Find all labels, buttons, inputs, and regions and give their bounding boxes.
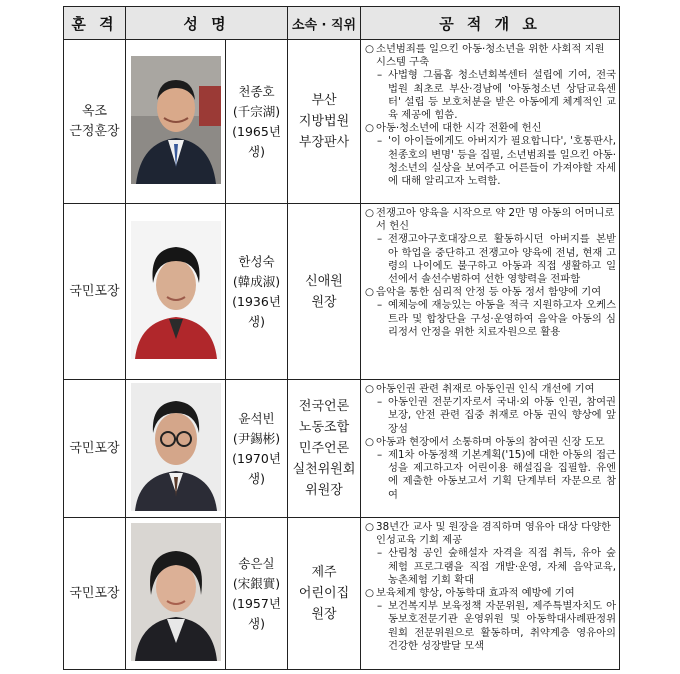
table-row <box>64 380 620 518</box>
person-birth: (1965년생) <box>232 123 281 159</box>
org-line: 신애원 <box>305 273 343 289</box>
achievement-bullet: ○ 보육체계 향상, 아동학대 효과적 예방에 기여 <box>365 587 616 600</box>
org-line: 제주 <box>311 565 337 580</box>
achievement-bullet: ○ 아동·청소년에 대한 시각 전환에 헌신 <box>365 122 616 135</box>
achievement-bullet: ○ 소년범죄를 일으킨 아동·청소년을 위한 사회적 지원 시스템 구축 <box>365 43 616 69</box>
org-line: 부장판사 <box>298 135 350 150</box>
person-name: 천종호 <box>238 83 275 99</box>
award-cell <box>64 40 126 204</box>
header-name: 성 명 <box>126 7 288 40</box>
award-cell <box>64 380 126 518</box>
org-line: 실천위원회 <box>292 462 356 477</box>
photo-cell <box>126 518 226 670</box>
person-name: 한성숙 <box>238 253 275 269</box>
position-cell <box>288 380 361 518</box>
org-line: 전국언론 <box>298 399 350 414</box>
achievement-bullet: ○ 아동과 현장에서 소통하며 아동의 참여권 신장 도모 <box>365 436 616 449</box>
achievement-bullet: ○ 38년간 교사 및 원장을 겸직하며 영유아 대상 다양한 인성교육 기회 제공 <box>365 521 616 547</box>
photo-cell <box>126 204 226 380</box>
achievement-detail: – 산림청 공인 숲해설자 자격을 직접 취득, 유아 숲 체험 프로그램을 직접 개발·운영, 자체 음악교육, 농촌체험 기회 확대 <box>365 547 616 587</box>
header-position: 소속 · 직위 <box>288 7 361 40</box>
awards-table <box>63 6 620 670</box>
name-cell <box>226 518 288 670</box>
org-line: 지방법원 <box>298 114 350 129</box>
achievement-detail: – 보건복지부 보육정책 자문위원, 제주특별자치도 아동보호전문기관 운영위원 및 아동학대사례판정위원회 전문위원으로 활동하며, 취약계층 영유아의 건강한 성장발달 모색 <box>365 600 616 653</box>
photo-cell <box>126 40 226 204</box>
person-hanja: (韓成淑) <box>232 273 281 289</box>
portrait-photo <box>131 383 221 511</box>
achievement-detail: – 전쟁고아구호대장으로 활동하시던 아버지를 본받아 학업을 중단하고 전쟁고아 양육에 전념, 현재 고령의 나이에도 불구하고 아동과 직접 생활하고 일선에서 솔선수범하여 선한 영향력을 전파함 <box>365 233 616 286</box>
achievement-cell <box>361 380 620 518</box>
portrait-photo <box>131 56 221 184</box>
org-line: 위원장 <box>305 483 343 498</box>
award-line: 국민포장 <box>69 585 120 601</box>
table-row <box>64 204 620 380</box>
header-achievement: 공 적 개 요 <box>361 7 620 40</box>
achievement-bullet: ○ 아동인권 관련 취재로 아동인권 인식 개선에 기여 <box>365 383 616 396</box>
portrait-photo <box>131 523 221 661</box>
achievement-detail: – 사법형 그룹홈 청소년회복센터 설립에 기여, 전국 법원 최초로 부산·경남에 '아동청소년 상담교육센터' 설립 등 보호처분을 받은 아동에게 체계적인 교육 제공에 힘씀. <box>365 69 616 122</box>
awards-table-wrapper <box>63 6 619 670</box>
award-line: 옥조 <box>81 103 108 119</box>
achievement-bullet: ○ 음악을 통한 심리적 안정 등 아동 정서 함양에 기여 <box>365 286 616 299</box>
award-line: 국민포장 <box>69 283 120 299</box>
person-birth: (1970년생) <box>232 450 281 486</box>
name-cell <box>226 380 288 518</box>
person-name: 윤석빈 <box>238 410 275 426</box>
award-line: 근정훈장 <box>69 123 120 139</box>
table-row <box>64 518 620 670</box>
position-cell <box>288 518 361 670</box>
org-line: 원장 <box>311 294 337 310</box>
name-cell <box>226 204 288 380</box>
org-line: 어린이집 <box>298 586 350 601</box>
award-cell <box>64 204 126 380</box>
achievement-cell <box>361 518 620 670</box>
person-hanja: (尹錫彬) <box>232 430 281 446</box>
org-line: 노동조합 <box>298 420 350 435</box>
table-row <box>64 40 620 204</box>
position-cell <box>288 204 361 380</box>
org-line: 민주언론 <box>298 441 350 456</box>
org-line: 부산 <box>311 93 337 108</box>
achievement-detail: – 제1차 아동정책 기본계획('15)에 대한 아동의 접근성을 제고하고자 어린이용 해설집을 집필함. 유엔에 제출한 아동보고서 기획 단계부터 자문으로 참여 <box>365 449 616 502</box>
person-name: 송은실 <box>238 555 275 571</box>
achievement-cell <box>361 40 620 204</box>
portrait-photo <box>131 221 221 359</box>
person-hanja: (宋銀實) <box>232 575 281 591</box>
award-cell <box>64 518 126 670</box>
org-line: 원장 <box>311 607 337 622</box>
person-hanja: (千宗湖) <box>232 103 281 119</box>
achievement-cell <box>361 204 620 380</box>
achievement-detail: – '이 아이들에게도 아버지가 필요합니다', '호통판사, 천종호의 변명' 등을 집필, 소년범죄를 일으킨 아동·청소년의 실상을 보여주고 어른들이 가져야할 자세에 대해 알리고자 노력함. <box>365 135 616 188</box>
position-cell <box>288 40 361 204</box>
award-line: 국민포장 <box>69 440 120 456</box>
person-birth: (1936년생) <box>232 293 281 329</box>
person-birth: (1957년생) <box>232 595 281 631</box>
achievement-bullet: ○ 전쟁고아 양육을 시작으로 약 2만 명 아동의 어머니로서 헌신 <box>365 207 616 233</box>
name-cell <box>226 40 288 204</box>
header-award: 훈 격 <box>64 7 126 40</box>
header-row <box>64 7 620 40</box>
achievement-detail: – 아동인권 전문기자로서 국내·외 아동 인권, 참여권 보장, 안전 관련 집중 취재로 아동 권익 향상에 앞장섬 <box>365 396 616 436</box>
achievement-detail: – 예체능에 재능있는 아동을 적극 지원하고자 오케스트라 및 합창단을 구성·운영하여 음악을 아동의 심리정서 안정을 위한 치료자원으로 활용 <box>365 299 616 339</box>
photo-cell <box>126 380 226 518</box>
